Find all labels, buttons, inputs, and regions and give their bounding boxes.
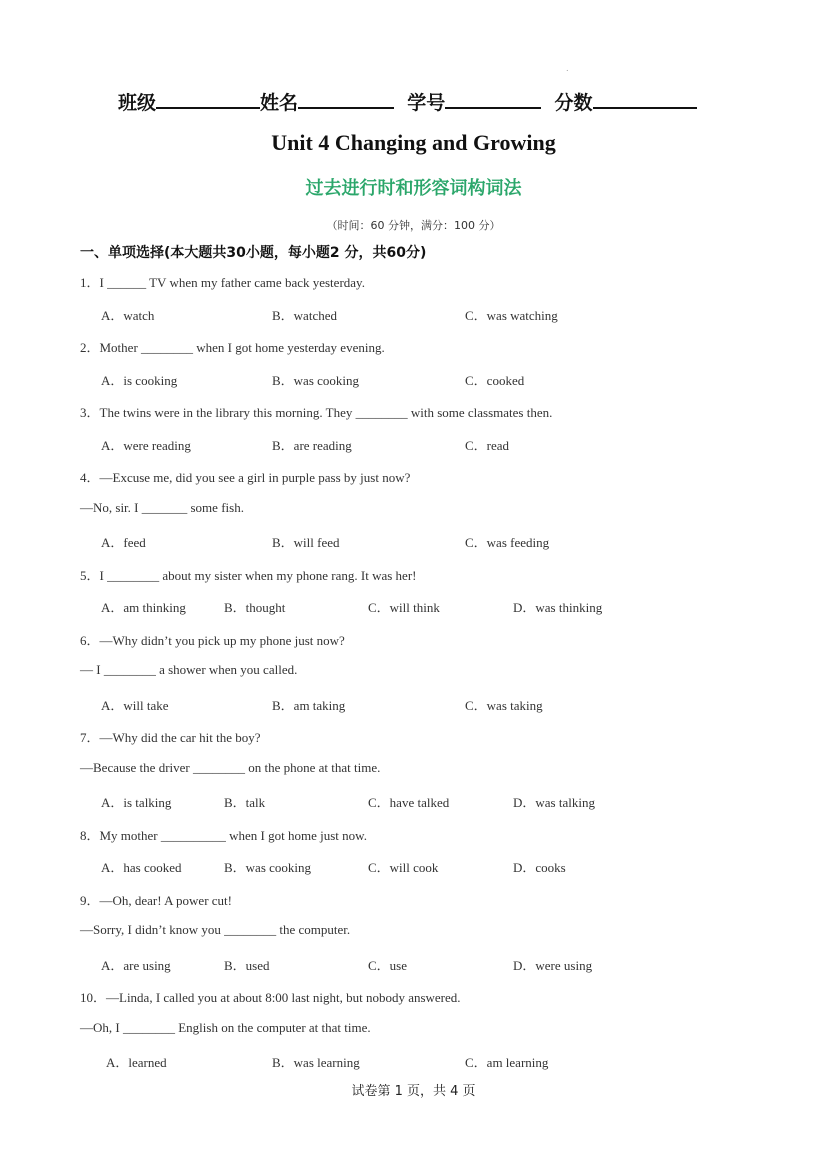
question-answer-line: —Because the driver ________ on the phone at that time.: [80, 760, 381, 775]
option-c[interactable]: C．cooked: [465, 373, 525, 388]
question-stem: 4．—Excuse me, did you see a girl in purple pass by just now?: [80, 470, 411, 485]
option-d[interactable]: D．cooks: [513, 860, 566, 875]
option-a[interactable]: A．is cooking: [101, 373, 178, 388]
option-c[interactable]: C．use: [368, 958, 408, 973]
option-c[interactable]: C．will think: [368, 600, 440, 615]
option-b[interactable]: B．was learning: [272, 1055, 360, 1070]
option-c[interactable]: C．was feeding: [465, 535, 550, 550]
question-answer-line: —No, sir. I _______ some fish.: [80, 500, 244, 515]
option-c[interactable]: C．read: [465, 438, 510, 453]
name-blank[interactable]: [298, 89, 394, 109]
option-b[interactable]: B．was cooking: [272, 373, 360, 388]
question-answer-line: —Oh, I ________ English on the computer at that time.: [80, 1020, 371, 1035]
option-c[interactable]: C．was watching: [465, 308, 558, 323]
option-a[interactable]: A．are using: [101, 958, 171, 973]
page-title: Unit 4 Changing and Growing: [271, 130, 556, 155]
id-label: 学号: [407, 92, 446, 114]
question-stem: 2．Mother ________ when I got home yesterday evening.: [80, 340, 385, 355]
option-a[interactable]: A．were reading: [101, 438, 191, 453]
option-c[interactable]: C．have talked: [368, 795, 450, 810]
question-stem: 10．—Linda, I called you at about 8:00 last night, but nobody answered.: [80, 990, 461, 1005]
question-stem: 8．My mother __________ when I got home just now.: [80, 828, 367, 843]
option-d[interactable]: D．was thinking: [513, 600, 603, 615]
option-a[interactable]: A．am thinking: [101, 600, 186, 615]
question-stem: 7．—Why did the car hit the boy?: [80, 730, 261, 745]
question-stem: 5．I ________ about my sister when my phone rang. It was her!: [80, 568, 417, 583]
option-a[interactable]: A．is talking: [101, 795, 172, 810]
question-stem: 6．—Why didn’t you pick up my phone just now?: [80, 633, 345, 648]
option-b[interactable]: B．used: [224, 958, 270, 973]
question-stem: 3．The twins were in the library this morning. They ________ with some classmates then.: [80, 405, 553, 420]
class-blank[interactable]: [156, 89, 260, 109]
class-label: 班级: [118, 92, 157, 114]
page-footer: 试卷第 1 页，共 4 页: [351, 1084, 476, 1099]
option-b[interactable]: B．will feed: [272, 535, 340, 550]
id-blank[interactable]: [445, 89, 541, 109]
question-stem: 1．I ______ TV when my father came back yesterday.: [80, 275, 365, 290]
option-a[interactable]: A．watch: [101, 308, 155, 323]
name-label: 姓名: [260, 92, 299, 114]
option-c[interactable]: C．will cook: [368, 860, 439, 875]
option-c[interactable]: C．was taking: [465, 698, 543, 713]
score-blank[interactable]: [593, 89, 697, 109]
question-stem: 9．—Oh, dear! A power cut!: [80, 893, 232, 908]
option-d[interactable]: D．was talking: [513, 795, 595, 810]
student-info-header: [118, 88, 697, 115]
option-a[interactable]: A．feed: [101, 535, 146, 550]
option-b[interactable]: B．thought: [224, 600, 286, 615]
question-answer-line: —Sorry, I didn’t know you ________ the computer.: [80, 922, 351, 937]
option-b[interactable]: B．are reading: [272, 438, 352, 453]
option-b[interactable]: B．talk: [224, 795, 266, 810]
time-info: （时间：60 分钟，满分：100 分）: [326, 219, 501, 232]
option-d[interactable]: D．were using: [513, 958, 593, 973]
section-heading: 一、单项选择(本大题共30小题，每小题2 分，共60分): [80, 245, 427, 261]
option-a[interactable]: A．will take: [101, 698, 169, 713]
option-b[interactable]: B．am taking: [272, 698, 346, 713]
option-a[interactable]: A．learned: [106, 1055, 167, 1070]
score-label: 分数: [554, 92, 593, 114]
question-answer-line: — I ________ a shower when you called.: [80, 662, 298, 677]
option-a[interactable]: A．has cooked: [101, 860, 182, 875]
option-b[interactable]: B．was cooking: [224, 860, 312, 875]
option-b[interactable]: B．watched: [272, 308, 337, 323]
option-c[interactable]: C．am learning: [465, 1055, 549, 1070]
page-subtitle: 过去进行时和形容词构词法: [305, 178, 522, 199]
scan-dot: .: [566, 64, 569, 73]
